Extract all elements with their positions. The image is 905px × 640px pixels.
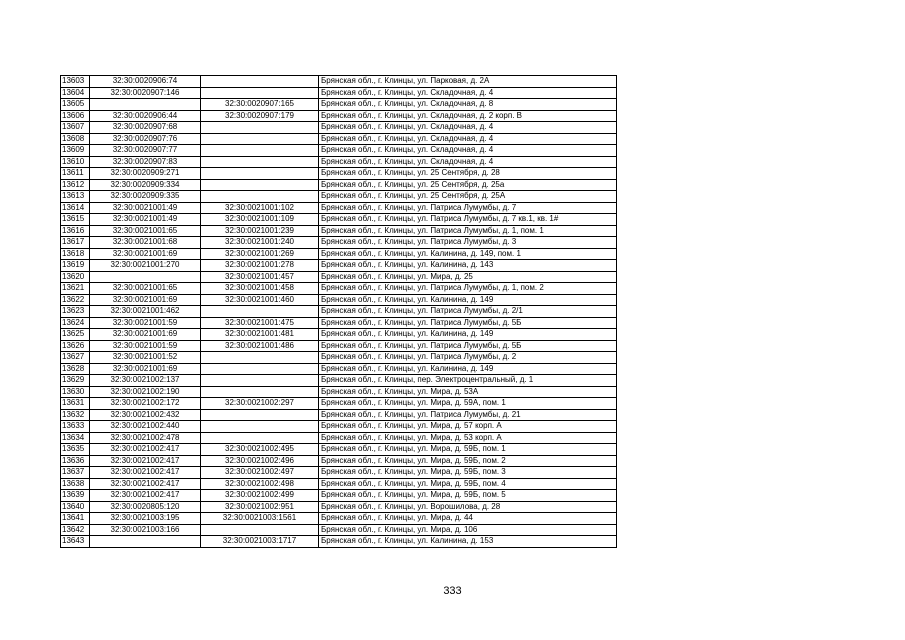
row-number-cell: 13638 [61,478,90,490]
cadastral-number-cell: 32:30:0020906:74 [90,76,201,88]
row-number-cell: 13609 [61,145,90,157]
table-row [61,490,617,502]
table-row [61,432,617,444]
cadastral-number-cell: 32:30:0020907:68 [90,122,201,134]
address-cell: Брянская обл., г. Клинцы, ул. Складочная, д. 2 корп. В [319,110,617,122]
object-number-cell: 32:30:0021002:497 [201,467,319,479]
row-number-cell: 13614 [61,202,90,214]
address-cell: Брянская обл., г. Клинцы, ул. Складочная, д. 8 [319,99,617,111]
object-number-cell: 32:30:0021003:1717 [201,536,319,548]
row-number-cell: 13610 [61,156,90,168]
row-number-cell: 13635 [61,444,90,456]
row-number-cell: 13606 [61,110,90,122]
cadastral-number-cell: 32:30:0021002:417 [90,467,201,479]
row-number-cell: 13633 [61,421,90,433]
table-row [61,398,617,410]
table-row [61,444,617,456]
object-number-cell: 32:30:0021001:269 [201,248,319,260]
row-number-cell: 13637 [61,467,90,479]
object-number-cell [201,76,319,88]
object-number-cell [201,191,319,203]
row-number-cell: 13642 [61,524,90,536]
object-number-cell: 32:30:0021001:481 [201,329,319,341]
object-number-cell [201,306,319,318]
row-number-cell: 13626 [61,340,90,352]
cadastral-number-cell: 32:30:0021001:69 [90,294,201,306]
table-row [61,513,617,525]
row-number-cell: 13622 [61,294,90,306]
cadastral-number-cell [90,271,201,283]
cadastral-number-cell: 32:30:0021001:59 [90,340,201,352]
row-number-cell: 13621 [61,283,90,295]
table-body [61,76,617,548]
object-number-cell: 32:30:0021001:109 [201,214,319,226]
cadastral-number-cell: 32:30:0020907:83 [90,156,201,168]
table-row [61,110,617,122]
table-row [61,202,617,214]
address-cell: Брянская обл., г. Клинцы, ул. 25 Сентября, д. 28 [319,168,617,180]
object-number-cell: 32:30:0020907:165 [201,99,319,111]
cadastral-number-cell: 32:30:0021001:65 [90,283,201,295]
address-cell: Брянская обл., г. Клинцы, ул. Калинина, д. 149 [319,294,617,306]
cadastral-number-cell: 32:30:0020907:146 [90,87,201,99]
object-number-cell: 32:30:0021002:495 [201,444,319,456]
cadastral-number-cell: 32:30:0020909:334 [90,179,201,191]
address-cell: Брянская обл., г. Клинцы, ул. Патриса Лумумбы, д. 3 [319,237,617,249]
object-number-cell: 32:30:0021002:498 [201,478,319,490]
table-row [61,467,617,479]
address-cell: Брянская обл., г. Клинцы, ул. Калинина, д. 149, пом. 1 [319,248,617,260]
address-cell: Брянская обл., г. Клинцы, ул. Складочная, д. 4 [319,122,617,134]
cadastral-number-cell: 32:30:0021002:417 [90,490,201,502]
row-number-cell: 13618 [61,248,90,260]
cadastral-number-cell: 32:30:0021002:417 [90,455,201,467]
row-number-cell: 13605 [61,99,90,111]
cadastral-number-cell: 32:30:0021001:69 [90,363,201,375]
address-cell: Брянская обл., г. Клинцы, пер. Электроцентральный, д. 1 [319,375,617,387]
cadastral-number-cell [90,99,201,111]
table-row [61,363,617,375]
cadastral-number-cell: 32:30:0021003:166 [90,524,201,536]
address-cell: Брянская обл., г. Клинцы, ул. Складочная, д. 4 [319,87,617,99]
table-row [61,248,617,260]
object-number-cell [201,524,319,536]
row-number-cell: 13640 [61,501,90,513]
address-cell: Брянская обл., г. Клинцы, ул. Калинина, д. 149 [319,363,617,375]
object-number-cell: 32:30:0021001:458 [201,283,319,295]
cadastral-number-cell: 32:30:0021003:195 [90,513,201,525]
row-number-cell: 13630 [61,386,90,398]
table-row [61,306,617,318]
row-number-cell: 13641 [61,513,90,525]
address-cell: Брянская обл., г. Клинцы, ул. Мира, д. 59Б, пом. 4 [319,478,617,490]
cadastral-number-cell: 32:30:0020909:271 [90,168,201,180]
cadastral-number-cell: 32:30:0021002:417 [90,444,201,456]
table-row [61,455,617,467]
address-cell: Брянская обл., г. Клинцы, ул. Парковая, д. 2А [319,76,617,88]
address-cell: Брянская обл., г. Клинцы, ул. Патриса Лумумбы, д. 21 [319,409,617,421]
cadastral-number-cell: 32:30:0021001:49 [90,202,201,214]
table-row [61,536,617,548]
address-cell: Брянская обл., г. Клинцы, ул. Патриса Лумумбы, д. 5Б [319,317,617,329]
object-number-cell: 32:30:0021003:1561 [201,513,319,525]
address-cell: Брянская обл., г. Клинцы, ул. Мира, д. 25 [319,271,617,283]
object-number-cell: 32:30:0021001:239 [201,225,319,237]
address-cell: Брянская обл., г. Клинцы, ул. Патриса Лумумбы, д. 7 [319,202,617,214]
row-number-cell: 13632 [61,409,90,421]
page-number: 333 [443,585,462,597]
address-cell: Брянская обл., г. Клинцы, ул. Мира, д. 59Б, пом. 2 [319,455,617,467]
cadastral-number-cell [90,536,201,548]
address-cell: Брянская обл., г. Клинцы, ул. Патриса Лумумбы, д. 7 кв.1, кв. 1# [319,214,617,226]
cadastral-number-cell: 32:30:0021001:65 [90,225,201,237]
address-cell: Брянская обл., г. Клинцы, ул. Складочная, д. 4 [319,145,617,157]
cadastral-number-cell: 32:30:0021001:49 [90,214,201,226]
cadastral-number-cell: 32:30:0021002:417 [90,478,201,490]
row-number-cell: 13616 [61,225,90,237]
object-number-cell: 32:30:0021002:496 [201,455,319,467]
cadastral-number-cell: 32:30:0020907:77 [90,145,201,157]
row-number-cell: 13624 [61,317,90,329]
cadastral-number-cell: 32:30:0020907:76 [90,133,201,145]
row-number-cell: 13629 [61,375,90,387]
table-row [61,478,617,490]
address-cell: Брянская обл., г. Клинцы, ул. Мира, д. 44 [319,513,617,525]
object-number-cell [201,409,319,421]
row-number-cell: 13627 [61,352,90,364]
table-row [61,421,617,433]
address-cell: Брянская обл., г. Клинцы, ул. Патриса Лумумбы, д. 2/1 [319,306,617,318]
address-cell: Брянская обл., г. Клинцы, ул. Мира, д. 59Б, пом. 3 [319,467,617,479]
table-row [61,260,617,272]
object-number-cell [201,386,319,398]
cadastral-number-cell: 32:30:0021001:69 [90,329,201,341]
address-cell: Брянская обл., г. Клинцы, ул. Калинина, д. 153 [319,536,617,548]
row-number-cell: 13617 [61,237,90,249]
object-number-cell: 32:30:0021001:240 [201,237,319,249]
object-number-cell: 32:30:0021001:486 [201,340,319,352]
table-row [61,409,617,421]
cadastral-number-cell: 32:30:0021001:270 [90,260,201,272]
table-row [61,99,617,111]
cadastral-number-cell: 32:30:0021002:478 [90,432,201,444]
row-number-cell: 13603 [61,76,90,88]
table-row [61,375,617,387]
row-number-cell: 13634 [61,432,90,444]
address-cell: Брянская обл., г. Клинцы, ул. 25 Сентября, д. 25а [319,179,617,191]
table-row [61,214,617,226]
object-number-cell: 32:30:0021001:460 [201,294,319,306]
address-cell: Брянская обл., г. Клинцы, ул. Патриса Лумумбы, д. 1, пом. 1 [319,225,617,237]
row-number-cell: 13612 [61,179,90,191]
address-cell: Брянская обл., г. Клинцы, ул. Мира, д. 53 корп. А [319,432,617,444]
object-number-cell: 32:30:0021001:457 [201,271,319,283]
row-number-cell: 13636 [61,455,90,467]
address-cell: Брянская обл., г. Клинцы, ул. Мира, д. 59А, пом. 1 [319,398,617,410]
table-row [61,145,617,157]
object-number-cell: 32:30:0021001:475 [201,317,319,329]
cadastral-number-cell: 32:30:0021001:462 [90,306,201,318]
row-number-cell: 13607 [61,122,90,134]
table-row [61,179,617,191]
address-cell: Брянская обл., г. Клинцы, ул. Мира, д. 53А [319,386,617,398]
cadastral-number-cell: 32:30:0020906:44 [90,110,201,122]
object-number-cell [201,168,319,180]
address-cell: Брянская обл., г. Клинцы, ул. Патриса Лумумбы, д. 1, пом. 2 [319,283,617,295]
row-number-cell: 13604 [61,87,90,99]
cadastral-number-cell: 32:30:0021002:137 [90,375,201,387]
table-row [61,271,617,283]
table-row [61,524,617,536]
object-number-cell: 32:30:0021002:297 [201,398,319,410]
object-number-cell: 32:30:0021002:499 [201,490,319,502]
object-number-cell [201,156,319,168]
object-number-cell: 32:30:0020907:179 [201,110,319,122]
table-row [61,352,617,364]
table-row [61,133,617,145]
table-row [61,76,617,88]
table-row [61,87,617,99]
table-row [61,191,617,203]
object-number-cell [201,421,319,433]
row-number-cell: 13643 [61,536,90,548]
table-row [61,122,617,134]
cadastral-number-cell: 32:30:0021001:69 [90,248,201,260]
address-cell: Брянская обл., г. Клинцы, ул. Патриса Лумумбы, д. 5Б [319,340,617,352]
table-row [61,237,617,249]
row-number-cell: 13611 [61,168,90,180]
table-row [61,386,617,398]
table-row [61,340,617,352]
table-row [61,329,617,341]
object-number-cell [201,145,319,157]
property-table [60,75,617,548]
address-cell: Брянская обл., г. Клинцы, ул. Мира, д. 57 корп. А [319,421,617,433]
table-row [61,294,617,306]
object-number-cell [201,352,319,364]
cadastral-number-cell: 32:30:0021001:68 [90,237,201,249]
object-number-cell [201,363,319,375]
address-cell: Брянская обл., г. Клинцы, ул. Мира, д. 59Б, пом. 1 [319,444,617,456]
row-number-cell: 13620 [61,271,90,283]
object-number-cell: 32:30:0021001:102 [201,202,319,214]
object-number-cell [201,179,319,191]
address-cell: Брянская обл., г. Клинцы, ул. Калинина, д. 143 [319,260,617,272]
object-number-cell [201,122,319,134]
row-number-cell: 13615 [61,214,90,226]
row-number-cell: 13619 [61,260,90,272]
address-cell: Брянская обл., г. Клинцы, ул. Мира, д. 59Б, пом. 5 [319,490,617,502]
cadastral-number-cell: 32:30:0021002:190 [90,386,201,398]
row-number-cell: 13631 [61,398,90,410]
row-number-cell: 13639 [61,490,90,502]
address-cell: Брянская обл., г. Клинцы, ул. Мира, д. 106 [319,524,617,536]
object-number-cell [201,133,319,145]
address-cell: Брянская обл., г. Клинцы, ул. Складочная, д. 4 [319,156,617,168]
cadastral-number-cell: 32:30:0020909:335 [90,191,201,203]
object-number-cell: 32:30:0021001:278 [201,260,319,272]
cadastral-number-cell: 32:30:0021002:172 [90,398,201,410]
address-cell: Брянская обл., г. Клинцы, ул. Патриса Лумумбы, д. 2 [319,352,617,364]
row-number-cell: 13625 [61,329,90,341]
cadastral-number-cell: 32:30:0020805:120 [90,501,201,513]
address-cell: Брянская обл., г. Клинцы, ул. Складочная, д. 4 [319,133,617,145]
cadastral-number-cell: 32:30:0021001:52 [90,352,201,364]
row-number-cell: 13613 [61,191,90,203]
object-number-cell [201,375,319,387]
table-row [61,283,617,295]
table-row [61,225,617,237]
object-number-cell: 32:30:0021002:951 [201,501,319,513]
object-number-cell [201,87,319,99]
cadastral-number-cell: 32:30:0021002:440 [90,421,201,433]
row-number-cell: 13623 [61,306,90,318]
cadastral-number-cell: 32:30:0021001:59 [90,317,201,329]
table-row [61,317,617,329]
table-row [61,501,617,513]
address-cell: Брянская обл., г. Клинцы, ул. 25 Сентября, д. 25А [319,191,617,203]
table-row [61,156,617,168]
row-number-cell: 13608 [61,133,90,145]
object-number-cell [201,432,319,444]
table-row [61,168,617,180]
address-cell: Брянская обл., г. Клинцы, ул. Калинина, д. 149 [319,329,617,341]
address-cell: Брянская обл., г. Клинцы, ул. Ворошилова, д. 28 [319,501,617,513]
row-number-cell: 13628 [61,363,90,375]
cadastral-number-cell: 32:30:0021002:432 [90,409,201,421]
